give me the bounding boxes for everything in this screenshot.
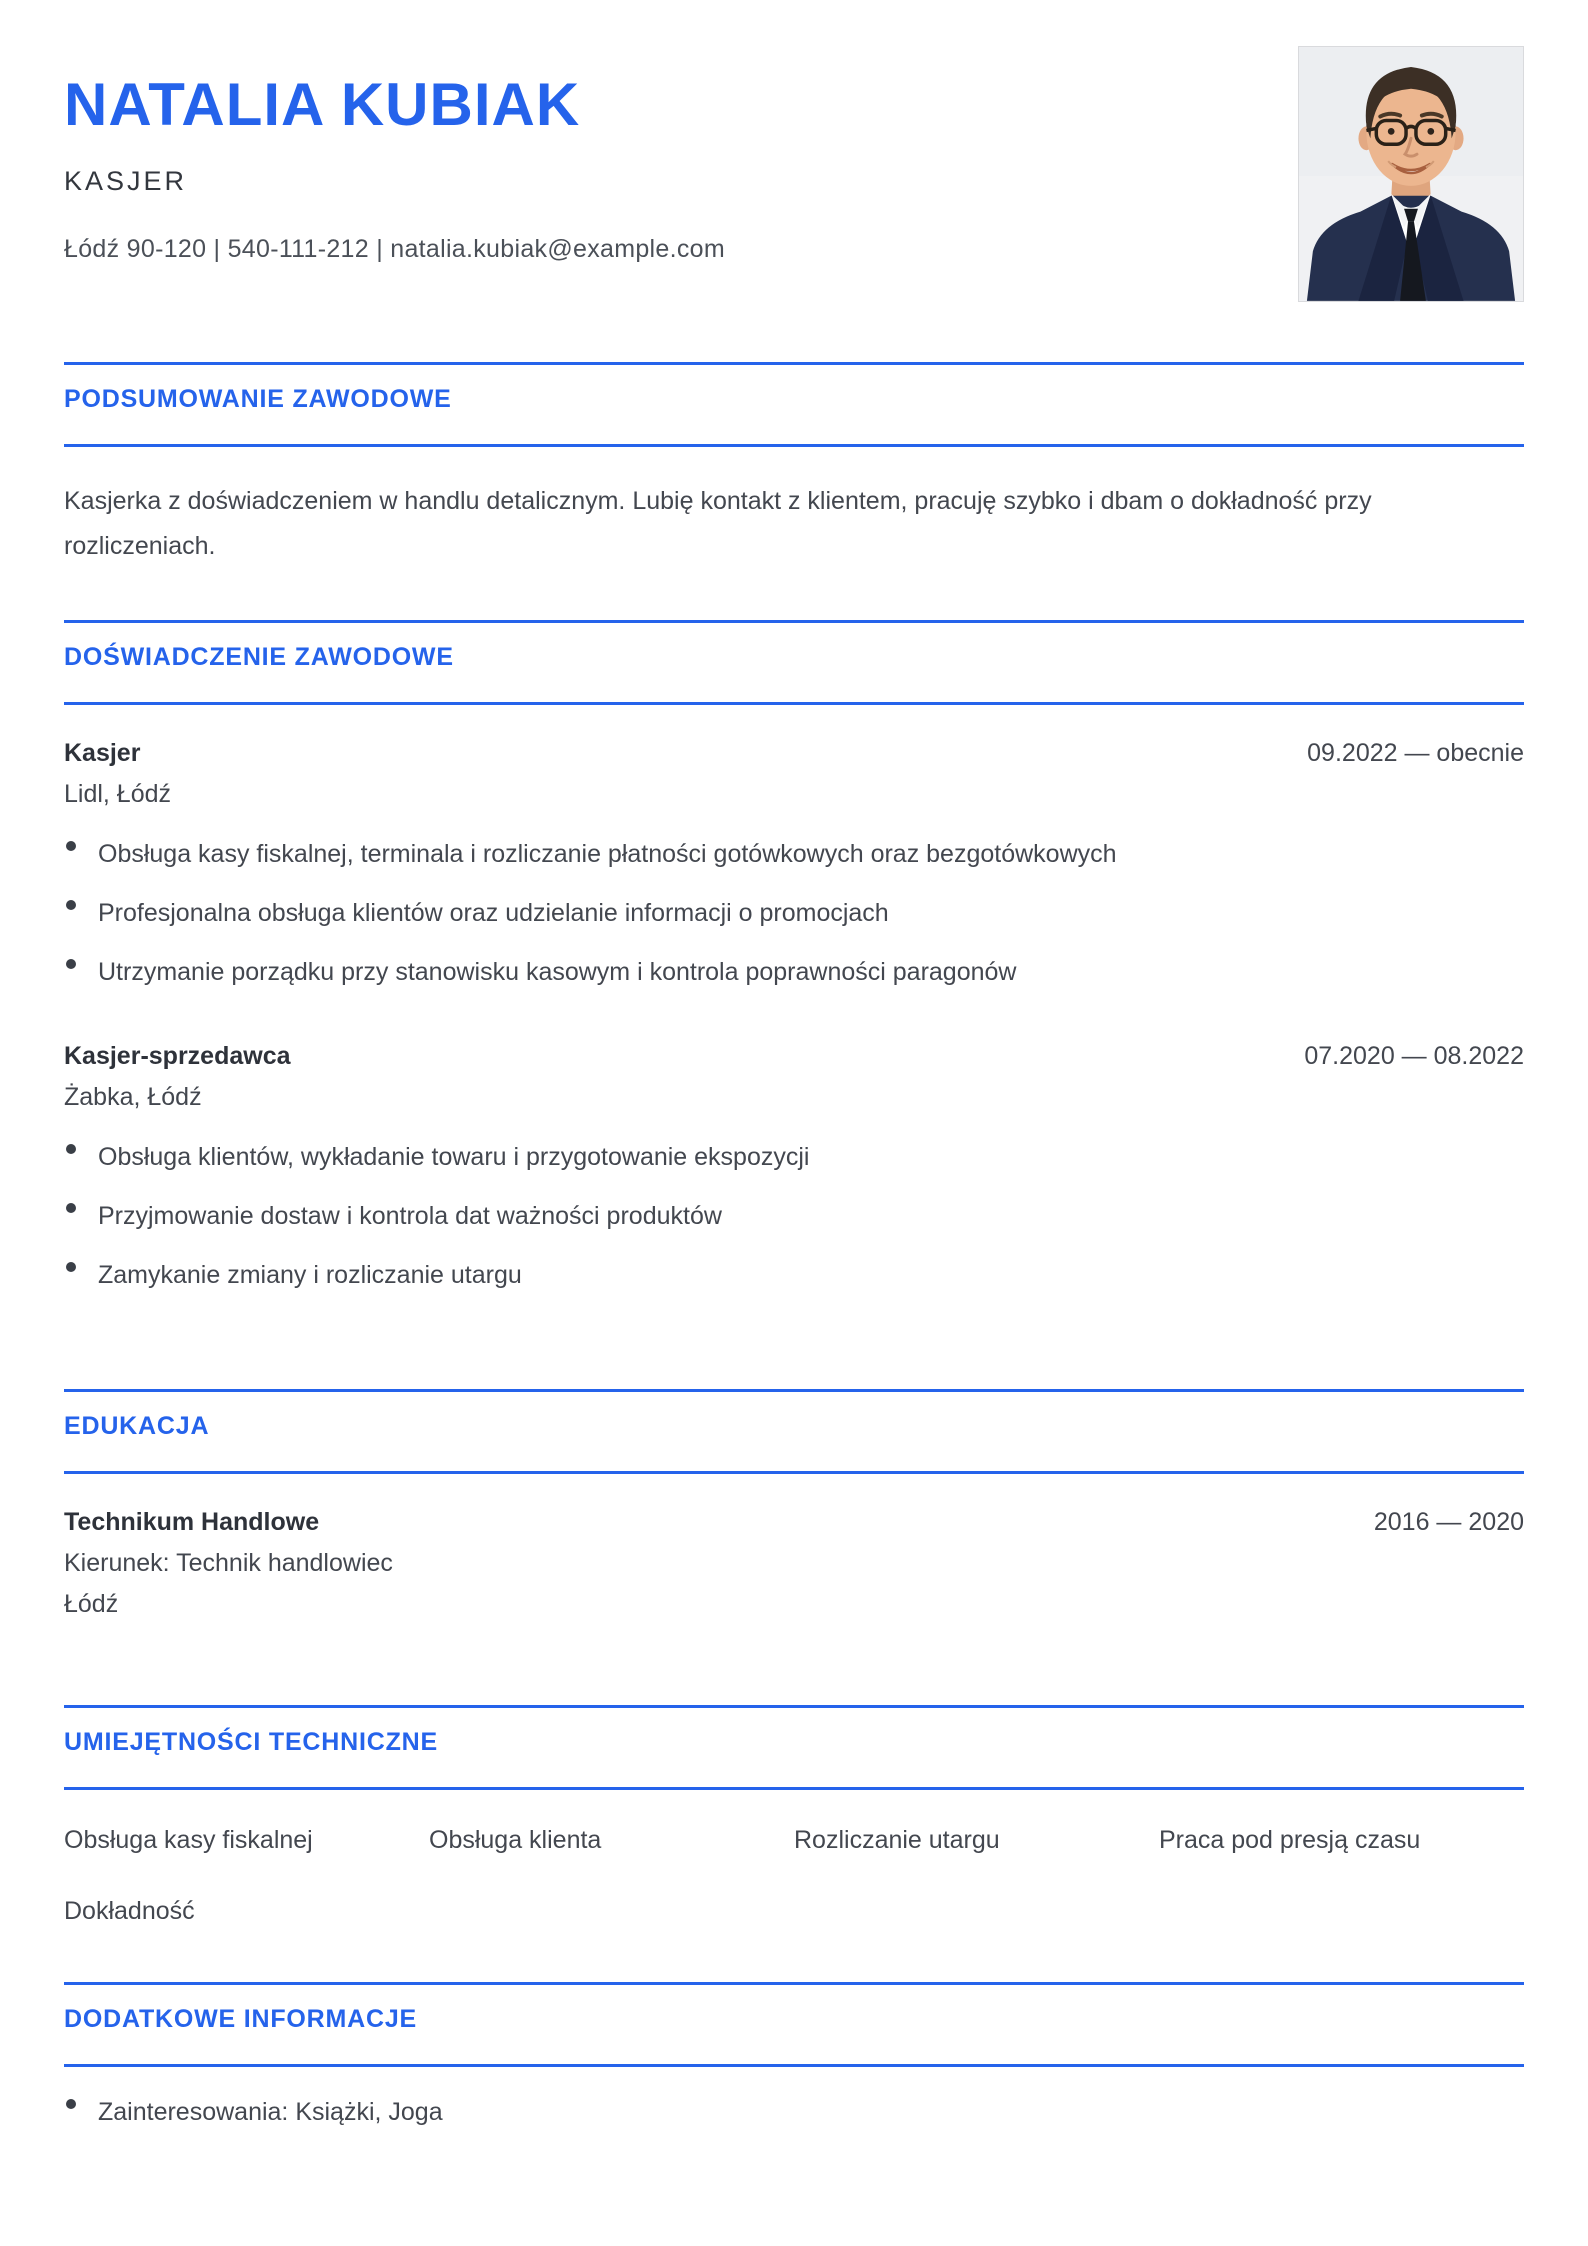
job-bullet-list xyxy=(64,837,1524,990)
bullet-icon xyxy=(66,1203,76,1213)
job-entry xyxy=(64,739,1524,990)
job-bullet-text: Utrzymanie porządku przy stanowisku kasowym i kontrola poprawności paragonów xyxy=(98,958,1017,986)
section-rule xyxy=(64,1982,1524,1985)
bullet-icon xyxy=(66,2099,76,2109)
job-header xyxy=(64,1042,1524,1071)
section-rule xyxy=(64,1389,1524,1392)
bullet-icon xyxy=(66,900,76,910)
school-name: Technikum Handlowe xyxy=(64,1508,320,1536)
experience-heading: DOŚWIADCZENIE ZAWODOWE xyxy=(64,643,454,671)
section-rule xyxy=(64,362,1524,365)
section-rule xyxy=(64,702,1524,705)
job-bullet xyxy=(64,1140,1524,1175)
header xyxy=(64,46,1524,302)
bullet-icon xyxy=(66,841,76,851)
summary-heading: PODSUMOWANIE ZAWODOWE xyxy=(64,385,452,413)
section-rule xyxy=(64,1471,1524,1474)
job-bullet-list xyxy=(64,1140,1524,1293)
header-identity xyxy=(64,46,725,264)
job-title: Kasjer-sprzedawca xyxy=(64,1042,291,1070)
education-header xyxy=(64,1508,1524,1537)
skill-item: Praca pod presją czasu xyxy=(1159,1826,1421,1854)
section-education xyxy=(64,1389,1524,1619)
section-summary xyxy=(64,362,1524,568)
additional-heading: DODATKOWE INFORMACJE xyxy=(64,2005,418,2033)
section-experience xyxy=(64,620,1524,1293)
summary-text: Kasjerka z doświadczeniem w handlu detalicznym. Lubię kontakt z klientem, pracuję szybko i dbam o dokładność przy rozliczeniach. xyxy=(64,487,1372,560)
skill-item: Rozliczanie utargu xyxy=(794,1826,1000,1854)
section-rule xyxy=(64,444,1524,447)
profile-photo xyxy=(1298,46,1524,302)
skills-heading: UMIEJĘTNOŚCI TECHNICZNE xyxy=(64,1728,438,1756)
job-bullet xyxy=(64,837,1524,872)
job-header xyxy=(64,739,1524,768)
education-dates: 2016 — 2020 xyxy=(1373,1508,1524,1536)
person-name: NATALIA KUBIAK xyxy=(64,71,581,138)
job-bullet xyxy=(64,896,1524,931)
profile-photo-illustration xyxy=(1299,47,1523,301)
job-bullet-text: Obsługa kasy fiskalnej, terminala i rozliczanie płatności gotówkowych oraz bezgotówkowych xyxy=(98,840,1117,868)
section-rule xyxy=(64,620,1524,623)
additional-item xyxy=(64,2095,1524,2130)
skill-item: Obsługa kasy fiskalnej xyxy=(64,1826,313,1854)
job-company: Lidl, Łódź xyxy=(64,780,172,808)
skill-item: Obsługa klienta xyxy=(429,1826,602,1854)
additional-item-text: Zainteresowania: Książki, Joga xyxy=(98,2098,443,2126)
job-dates: 07.2020 — 08.2022 xyxy=(1304,1042,1524,1070)
education-heading: EDUKACJA xyxy=(64,1412,210,1440)
job-bullet xyxy=(64,1258,1524,1293)
section-additional xyxy=(64,1982,1524,2130)
education-major: Kierunek: Technik handlowiec xyxy=(64,1549,393,1577)
job-bullet-text: Obsługa klientów, wykładanie towaru i przygotowanie ekspozycji xyxy=(98,1143,810,1171)
education-entry xyxy=(64,1508,1524,1619)
job-entry xyxy=(64,1042,1524,1293)
job-bullet xyxy=(64,955,1524,990)
section-rule xyxy=(64,2064,1524,2067)
section-rule xyxy=(64,1705,1524,1708)
additional-list xyxy=(64,2095,1524,2130)
section-skills xyxy=(64,1705,1524,1926)
job-company: Żabka, Łódź xyxy=(64,1083,202,1111)
job-bullet-text: Zamykanie zmiany i rozliczanie utargu xyxy=(98,1261,522,1289)
job-bullet-text: Przyjmowanie dostaw i kontrola dat ważności produktów xyxy=(98,1202,722,1230)
skill-item: Dokładność xyxy=(64,1897,195,1925)
bullet-icon xyxy=(66,959,76,969)
job-dates: 09.2022 — obecnie xyxy=(1307,739,1524,767)
bullet-icon xyxy=(66,1144,76,1154)
bullet-icon xyxy=(66,1262,76,1272)
section-rule xyxy=(64,1787,1524,1790)
contact-line: Łódź 90-120 | 540-111-212 | natalia.kubiak@example.com xyxy=(64,235,725,263)
education-city: Łódź xyxy=(64,1590,119,1618)
job-bullet-text: Profesjonalna obsługa klientów oraz udzielanie informacji o promocjach xyxy=(98,899,889,927)
job-bullet xyxy=(64,1199,1524,1234)
person-job-title: KASJER xyxy=(64,166,188,196)
job-title: Kasjer xyxy=(64,739,141,767)
skills-grid xyxy=(64,1826,1524,1926)
